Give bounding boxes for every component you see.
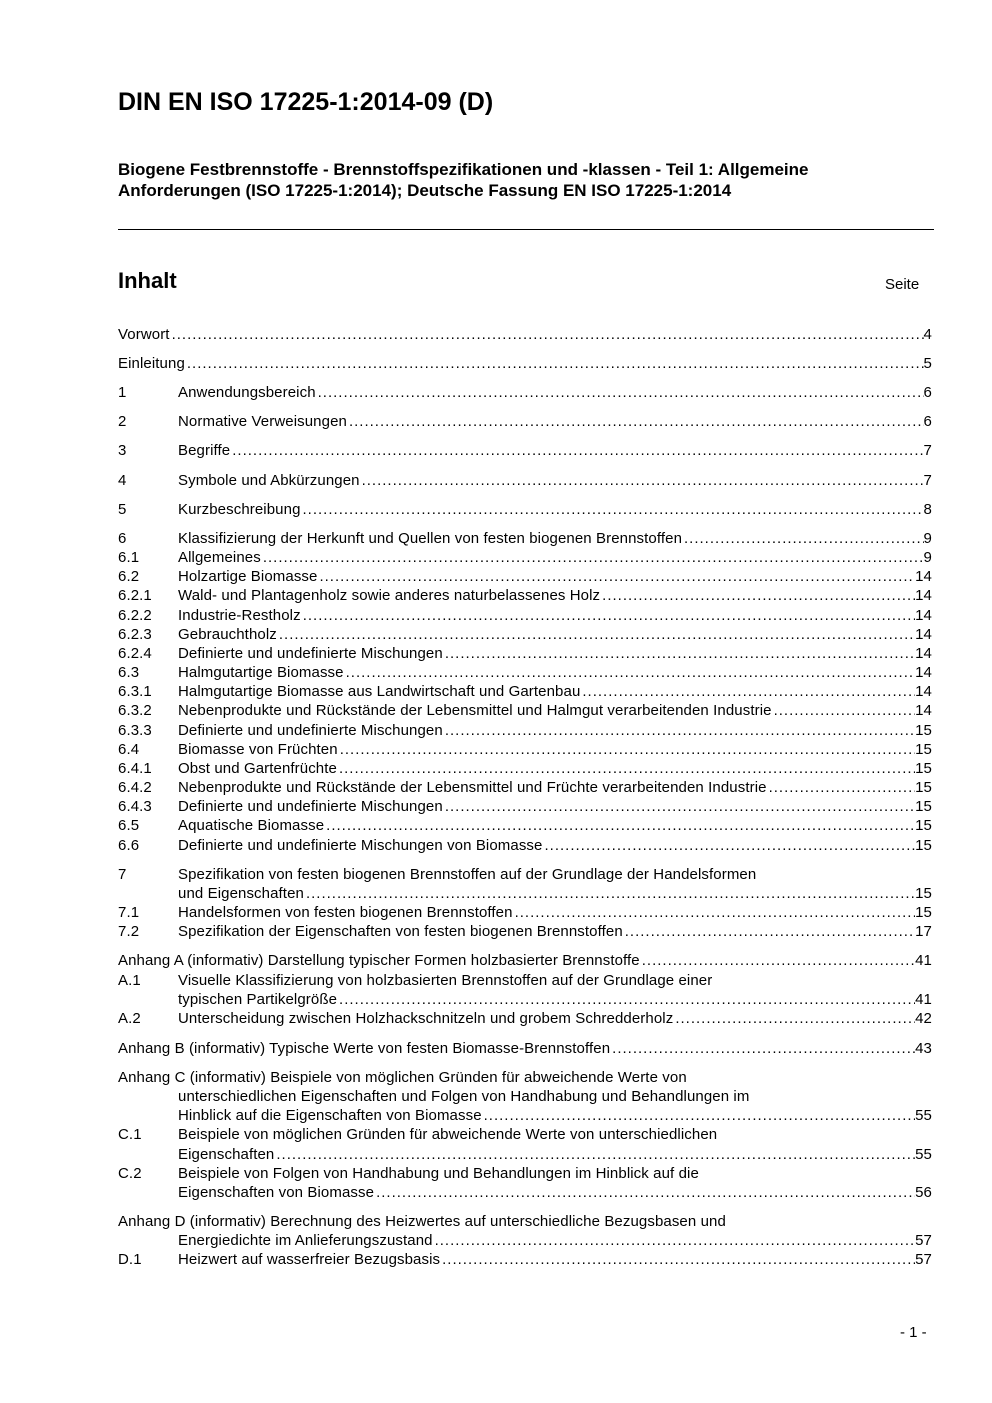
toc-entry-line (118, 951, 932, 970)
toc-entry-line (178, 1009, 932, 1028)
toc-entry-number: 3 (118, 442, 127, 459)
toc-entry-title: Aquatische Biomasse (178, 817, 325, 834)
toc-entry-line (178, 816, 932, 835)
toc-entry-line (178, 740, 932, 759)
toc-entry-line (178, 383, 932, 402)
toc-entry[interactable] (118, 644, 932, 663)
toc-entry[interactable] (118, 721, 932, 740)
toc-entry-number: 6.3.3 (118, 722, 152, 739)
toc-entry-number: 6.3.1 (118, 683, 152, 700)
toc-entry[interactable] (118, 740, 932, 759)
toc-entry-number: 7.2 (118, 923, 140, 940)
toc-entry-page: 15 (915, 779, 932, 796)
toc-entry-line (178, 990, 932, 1009)
toc-entry[interactable] (118, 1250, 932, 1269)
toc-entry-page: 55 (915, 1107, 932, 1124)
toc-entry[interactable] (118, 922, 932, 941)
toc-entry-title: Halmgutartige Biomasse aus Landwirtschaft und Gartenbau (178, 683, 581, 700)
toc-leader-dots (319, 567, 915, 586)
toc-entry[interactable] (118, 816, 932, 835)
toc-entry-number: 6.4.3 (118, 798, 152, 815)
toc-entry-title: Energiedichte im Anlieferungszustand (178, 1232, 433, 1249)
document-subtitle: Biogene Festbrennstoffe - Brennstoffspezifikationen und -klassen - Teil 1: Allgemeine Anforderungen (ISO 17225-1:2014); Deutsche Fassung EN ISO 17225-1:2014 (118, 160, 809, 200)
toc-entry[interactable] (118, 1009, 932, 1028)
toc-entry-line (178, 529, 932, 548)
toc-entry[interactable] (118, 606, 932, 625)
toc-leader-dots (582, 682, 915, 701)
toc-entry-number: 6 (118, 530, 127, 547)
toc-entry[interactable] (118, 1212, 932, 1231)
toc-entry[interactable] (118, 1125, 932, 1144)
toc-leader-dots (263, 548, 924, 567)
toc-entry-title: Eigenschaften (178, 1146, 275, 1163)
toc-leader-dots (376, 1183, 915, 1202)
toc-entry-title: Spezifikation der Eigenschaften von festen biogenen Brennstoffen (178, 923, 623, 940)
toc-entry-number: 7.1 (118, 904, 140, 921)
toc-leader-dots (774, 701, 916, 720)
toc-entry-page: 9 (923, 549, 932, 566)
toc-entry-title: Wald- und Plantagenholz sowie anderes naturbelassenes Holz (178, 587, 601, 604)
toc-entry-title: und Eigenschaften (178, 885, 304, 902)
toc-leader-dots (435, 1231, 916, 1250)
toc-leader-dots (346, 663, 916, 682)
toc-entry-number: 6.3.2 (118, 702, 152, 719)
page-number: - 1 - (900, 1324, 927, 1341)
toc-entry-title: Kurzbeschreibung (178, 501, 301, 518)
toc-leader-dots (276, 1145, 915, 1164)
toc-leader-dots (515, 903, 916, 922)
toc-entry-title: Einleitung (118, 355, 185, 372)
toc-entry-page: 9 (923, 530, 932, 547)
toc-leader-dots (642, 951, 915, 970)
toc-entry-title: Heizwert auf wasserfreier Bezugsbasis (178, 1251, 441, 1268)
toc-entry-page: 55 (915, 1146, 932, 1163)
toc-entry-number: C.1 (118, 1126, 142, 1143)
toc-leader-dots (612, 1039, 915, 1058)
toc-entry-line (178, 586, 932, 605)
toc-entry-page: 17 (915, 923, 932, 940)
toc-entry[interactable] (118, 500, 932, 519)
toc-entry[interactable] (118, 625, 932, 644)
toc-entry[interactable] (118, 471, 932, 490)
toc-entry-title: Nebenprodukte und Rückstände der Lebensmittel und Früchte verarbeitenden Industrie (178, 779, 767, 796)
toc-entry-line (178, 701, 932, 720)
toc-leader-dots (442, 1250, 915, 1269)
toc-leader-dots (684, 529, 924, 548)
toc-entry-number: A.1 (118, 972, 141, 989)
toc-entry[interactable] (118, 1145, 932, 1164)
toc-leader-dots (339, 759, 915, 778)
toc-leader-dots (625, 922, 915, 941)
toc-entry-page: 15 (915, 837, 932, 854)
toc-leader-dots (303, 606, 915, 625)
toc-entry[interactable] (118, 586, 932, 605)
toc-entry-title: Holzartige Biomasse (178, 568, 318, 585)
toc-entry[interactable] (118, 836, 932, 855)
toc-entry-line (178, 1250, 932, 1269)
toc-entry-title: Anhang B (informativ) Typische Werte von festen Biomasse-Brennstoffen (118, 1040, 611, 1057)
toc-entry-line (178, 548, 932, 567)
toc-entry-line (178, 884, 932, 903)
toc-entry-line (178, 903, 932, 922)
toc-entry-page: 41 (915, 952, 932, 969)
toc-entry-line (118, 1212, 932, 1231)
toc-entry-page: 14 (915, 645, 932, 662)
toc-entry-line (178, 1164, 932, 1183)
toc-entry-line (118, 354, 932, 373)
toc-entry-title: Anhang D (informativ) Berechnung des Heizwertes auf unterschiedliche Bezugsbasen und (118, 1213, 726, 1230)
toc-leader-dots (349, 412, 924, 431)
toc-entry-title: Halmgutartige Biomasse (178, 664, 344, 681)
toc-entry-line (178, 606, 932, 625)
toc-entry-page: 14 (915, 607, 932, 624)
toc-leader-dots (769, 778, 916, 797)
toc-entry-line (118, 1039, 932, 1058)
toc-entry[interactable] (118, 778, 932, 797)
toc-entry[interactable] (118, 663, 932, 682)
toc-entry[interactable] (118, 1231, 932, 1250)
toc-entry-number: 6.1 (118, 549, 140, 566)
toc-entry-page: 6 (923, 384, 932, 401)
toc-entry-line (178, 1145, 932, 1164)
toc-entry-title: Normative Verweisungen (178, 413, 347, 430)
toc-leader-dots (326, 816, 915, 835)
document-title: DIN EN ISO 17225-1:2014-09 (D) (118, 88, 494, 116)
toc-entry-title: Definierte und undefinierte Mischungen (178, 722, 443, 739)
toc-entry[interactable] (118, 412, 932, 431)
toc-entry-number: 6.4.1 (118, 760, 152, 777)
toc-entry[interactable] (118, 884, 932, 903)
toc-entry[interactable] (118, 383, 932, 402)
toc-entry-page: 8 (923, 501, 932, 518)
toc-entry[interactable] (118, 797, 932, 816)
toc-entry[interactable] (118, 441, 932, 460)
toc-entry-page: 4 (923, 326, 932, 343)
toc-entry-page: 43 (915, 1040, 932, 1057)
toc-entry-line (178, 721, 932, 740)
toc-entry[interactable] (118, 548, 932, 567)
toc-entry-title: Gebrauchtholz (178, 626, 277, 643)
toc-leader-dots (279, 625, 915, 644)
toc-entry-title: Beispiele von möglichen Gründen für abweichende Werte von unterschiedlichen (178, 1126, 718, 1143)
toc-entry-line (178, 625, 932, 644)
toc-entry-title: Definierte und undefinierte Mischungen (178, 645, 443, 662)
toc-entry[interactable] (118, 1183, 932, 1202)
page-column-label: Seite (885, 276, 920, 293)
toc-entry-title: Definierte und undefinierte Mischungen von Biomasse (178, 837, 543, 854)
toc-entry[interactable] (118, 951, 932, 970)
toc-entry-line (178, 412, 932, 431)
toc-entry-title: Anhang C (informativ) Beispiele von möglichen Gründen für abweichende Werte von (118, 1069, 687, 1086)
toc-leader-dots (340, 740, 915, 759)
toc-entry-number: C.2 (118, 1165, 142, 1182)
toc-entry-title: Handelsformen von festen biogenen Brennstoffen (178, 904, 513, 921)
toc-entry-page: 57 (915, 1251, 932, 1268)
toc-entry-number: 5 (118, 501, 127, 518)
toc-leader-dots (675, 1009, 915, 1028)
toc-entry-title: Eigenschaften von Biomasse (178, 1184, 375, 1201)
toc-entry-page: 7 (923, 472, 932, 489)
toc-leader-dots (172, 325, 924, 344)
toc-entry-number: 7 (118, 866, 127, 883)
toc-entry-line (178, 778, 932, 797)
toc-entry-line (178, 865, 932, 884)
toc-entry-line (178, 644, 932, 663)
toc-entry[interactable] (118, 1106, 932, 1125)
toc-entry-line (118, 1068, 932, 1087)
toc-entry[interactable] (118, 990, 932, 1009)
toc-entry-title: typischen Partikelgröße (178, 991, 338, 1008)
toc-entry-title: Vorwort (118, 326, 170, 343)
toc-leader-dots (445, 797, 915, 816)
toc-entry-page: 15 (915, 722, 932, 739)
toc-entry-page: 15 (915, 817, 932, 834)
toc-entry-line (118, 325, 932, 344)
toc-entry-title: Unterscheidung zwischen Holzhackschnitzeln und grobem Schredderholz (178, 1010, 674, 1027)
title-divider (118, 229, 934, 230)
toc-leader-dots (303, 500, 924, 519)
toc-entry-title: Symbole und Abkürzungen (178, 472, 360, 489)
toc-entry-page: 14 (915, 587, 932, 604)
toc-entry-page: 57 (915, 1232, 932, 1249)
toc-leader-dots (187, 354, 924, 373)
toc-entry-page: 41 (915, 991, 932, 1008)
toc-entry-number: 4 (118, 472, 127, 489)
toc-entry-number: 6.6 (118, 837, 140, 854)
toc-entry[interactable] (118, 701, 932, 720)
toc-entry-line (178, 797, 932, 816)
toc-heading: Inhalt (118, 268, 177, 293)
toc-entry[interactable] (118, 325, 932, 344)
toc-entry-page: 15 (915, 885, 932, 902)
toc-entry-title: Anhang A (informativ) Darstellung typischer Formen holzbasierter Brennstoffe (118, 952, 640, 969)
toc-leader-dots (318, 383, 924, 402)
toc-entry-page: 7 (923, 442, 932, 459)
toc-leader-dots (445, 721, 915, 740)
toc-leader-dots (602, 586, 915, 605)
toc-leader-dots (232, 441, 923, 460)
toc-entry-title: unterschiedlichen Eigenschaften und Folgen von Handhabung und Behandlungen im (178, 1088, 750, 1105)
toc-leader-dots (544, 836, 915, 855)
toc-entry-title: Definierte und undefinierte Mischungen (178, 798, 443, 815)
toc-entry-line (178, 759, 932, 778)
toc-entry-line (178, 971, 932, 990)
toc-entry-page: 14 (915, 702, 932, 719)
toc-entry-title: Allgemeines (178, 549, 261, 566)
toc-entry-page: 42 (915, 1010, 932, 1027)
toc-entry-line (178, 441, 932, 460)
toc-entry-title: Industrie-Restholz (178, 607, 301, 624)
toc-entry-line (178, 1087, 932, 1106)
toc-entry-page: 14 (915, 683, 932, 700)
toc-entry-number: 6.2.3 (118, 626, 152, 643)
toc-entry[interactable] (118, 903, 932, 922)
toc-entry-number: 6.4.2 (118, 779, 152, 796)
toc-entry[interactable] (118, 1039, 932, 1058)
toc-entry-line (178, 682, 932, 701)
toc-entry-page: 6 (923, 413, 932, 430)
toc-entry-page: 5 (923, 355, 932, 372)
toc-entry-title: Begriffe (178, 442, 231, 459)
toc-entry-page: 15 (915, 904, 932, 921)
toc-entry-page: 15 (915, 760, 932, 777)
toc-entry-number: 6.4 (118, 741, 140, 758)
toc-entry-line (178, 1231, 932, 1250)
toc-entry-title: Visuelle Klassifizierung von holzbasierten Brennstoffen auf der Grundlage einer (178, 972, 713, 989)
toc-entry-number: A.2 (118, 1010, 141, 1027)
toc-entry-number: 6.5 (118, 817, 140, 834)
toc-entry-number: 6.2.1 (118, 587, 152, 604)
toc-entry-page: 14 (915, 664, 932, 681)
toc-entry-number: 2 (118, 413, 127, 430)
toc-entry-title: Nebenprodukte und Rückstände der Lebensmittel und Halmgut verarbeitenden Industrie (178, 702, 772, 719)
toc-entry[interactable] (118, 1068, 932, 1087)
toc-entry-number: 6.2.4 (118, 645, 152, 662)
toc-entry-number: 1 (118, 384, 127, 401)
toc-leader-dots (306, 884, 915, 903)
toc-entry-title: Anwendungsbereich (178, 384, 316, 401)
toc-entry-number: 6.3 (118, 664, 140, 681)
toc-entry-line (178, 500, 932, 519)
toc-entry-line (178, 663, 932, 682)
toc-entry-page: 56 (915, 1184, 932, 1201)
toc-entry-page: 14 (915, 568, 932, 585)
toc-entry-line (178, 1106, 932, 1125)
toc-entry[interactable] (118, 354, 932, 373)
toc-leader-dots (339, 990, 915, 1009)
toc-entry[interactable] (118, 971, 932, 990)
toc-entry-title: Beispiele von Folgen von Handhabung und Behandlungen im Hinblick auf die (178, 1165, 699, 1182)
toc-entry-title: Hinblick auf die Eigenschaften von Biomasse (178, 1107, 482, 1124)
toc-entry-line (178, 836, 932, 855)
toc-entry[interactable] (118, 865, 932, 884)
toc-entry-page: 15 (915, 798, 932, 815)
toc-entry-page: 15 (915, 741, 932, 758)
toc-entry-title: Biomasse von Früchten (178, 741, 338, 758)
toc-entry[interactable] (118, 1087, 932, 1106)
toc-entry-title: Spezifikation von festen biogenen Brennstoffen auf der Grundlage der Handelsformen (178, 866, 757, 883)
toc-entry[interactable] (118, 529, 932, 548)
toc-leader-dots (484, 1106, 915, 1125)
toc-entry-line (178, 1183, 932, 1202)
toc-entry-line (178, 471, 932, 490)
toc-entry-title: Klassifizierung der Herkunft und Quellen von festen biogenen Brennstoffen (178, 530, 683, 547)
toc-entry[interactable] (118, 759, 932, 778)
toc-entry-line (178, 1125, 932, 1144)
toc-leader-dots (445, 644, 915, 663)
toc-entry[interactable] (118, 682, 932, 701)
toc-entry-number: 6.2.2 (118, 607, 152, 624)
toc-entry-number: D.1 (118, 1251, 142, 1268)
toc-entry-page: 14 (915, 626, 932, 643)
toc-entry[interactable] (118, 567, 932, 586)
toc-entry-line (178, 922, 932, 941)
toc-entry-number: 6.2 (118, 568, 140, 585)
toc-entry[interactable] (118, 1164, 932, 1183)
toc-entry-title: Obst und Gartenfrüchte (178, 760, 337, 777)
toc-leader-dots (362, 471, 924, 490)
toc-entry-line (178, 567, 932, 586)
